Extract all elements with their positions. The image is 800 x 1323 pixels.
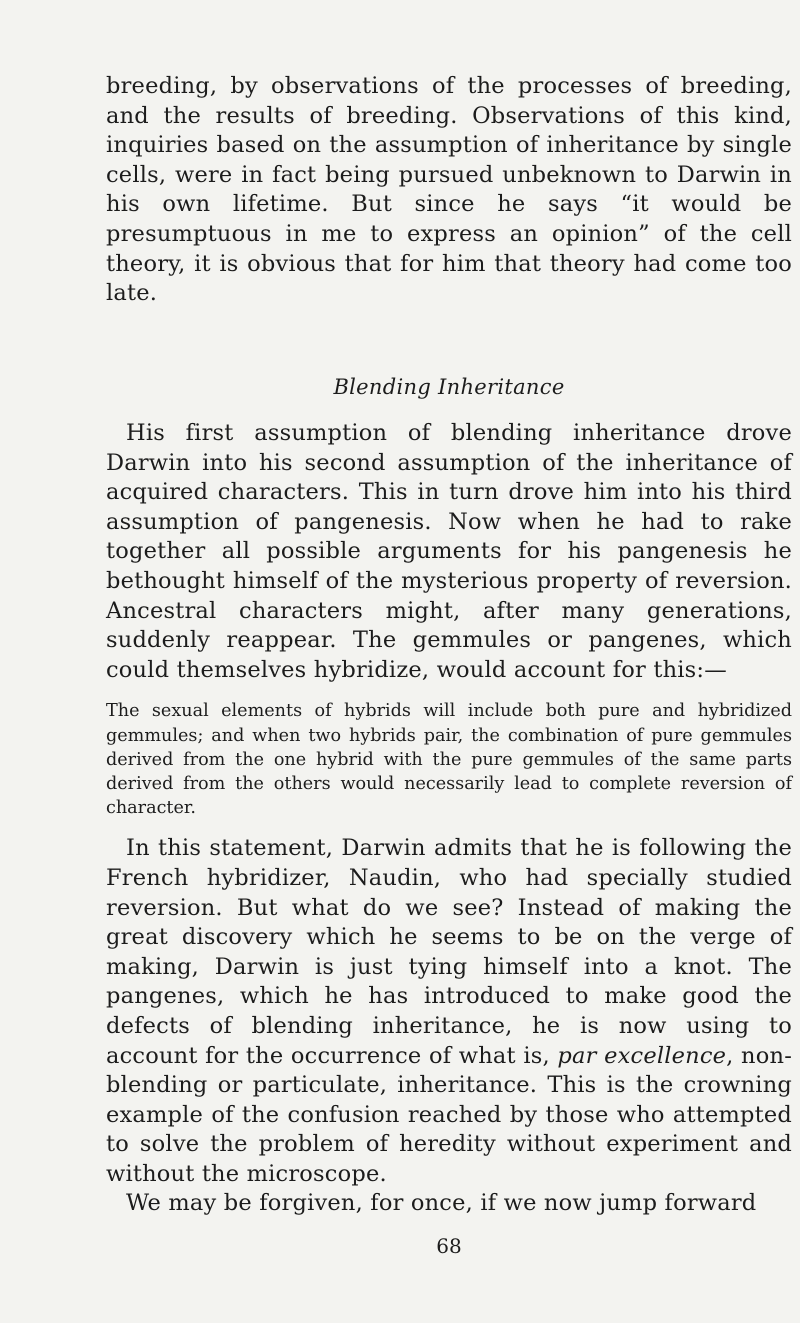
paragraph-final: We may be forgiven, for once, if we now jump forward bbox=[126, 1190, 757, 1217]
paragraph-naudin bbox=[106, 834, 792, 1189]
paragraph-text: In this statement, Darwin admits that he is following the French hybridizer, Naudin, who had specially studied reversion. But what do we see? Instead of making the great discovery which he seems to be on the verge of making, Darwin is just tying himself into a knot. The pangenes, which he has introduced to make good the defects of blending inheritance, he is now using to account for the occurrence of what is, bbox=[106, 835, 792, 1069]
page-number: 68 bbox=[436, 1234, 462, 1258]
italic-phrase: par excellence bbox=[557, 1042, 727, 1069]
paragraph-text: , non-blending or particulate, inheritance. This is the crowning example of the confusion reached by those who attempted to solve the problem of heredity without experiment and without the microscope. bbox=[106, 1042, 792, 1187]
block-quote: The sexual elements of hybrids will include both pure and hybridized gemmules; and when two hybrids pair, the combination of pure gemmules derived from the one hybrid with the pure gemmules of the same parts derived from the others would necessarily lead to complete reversion of character. bbox=[106, 701, 792, 819]
paragraph-blending: His first assumption of blending inheritance drove Darwin into his second assumption of the inheritance of acquired characters. This in turn drove him into his third assumption of pangenesis. Now when he had to rake together all possible arguments for his pangenesis he bethought himself of the mysterious property of reversion. Ancestral characters might, after many generations, suddenly reappear. The gemmules or pangenes, which could themselves hybridize, would account for this:— bbox=[106, 420, 792, 683]
section-heading: Blending Inheritance bbox=[333, 375, 565, 399]
book-page bbox=[106, 72, 792, 1258]
paragraph-continued: breeding, by observations of the processes of breeding, and the results of breeding. Observations of this kind, inquiries based on the assumption of inheritance by single cells, were in fact being pursued unbeknown to Darwin in his own lifetime. But since he says “it would be presumptuous in me to express an opinion” of the cell theory, it is obvious that for him that theory had come too late. bbox=[106, 73, 792, 307]
